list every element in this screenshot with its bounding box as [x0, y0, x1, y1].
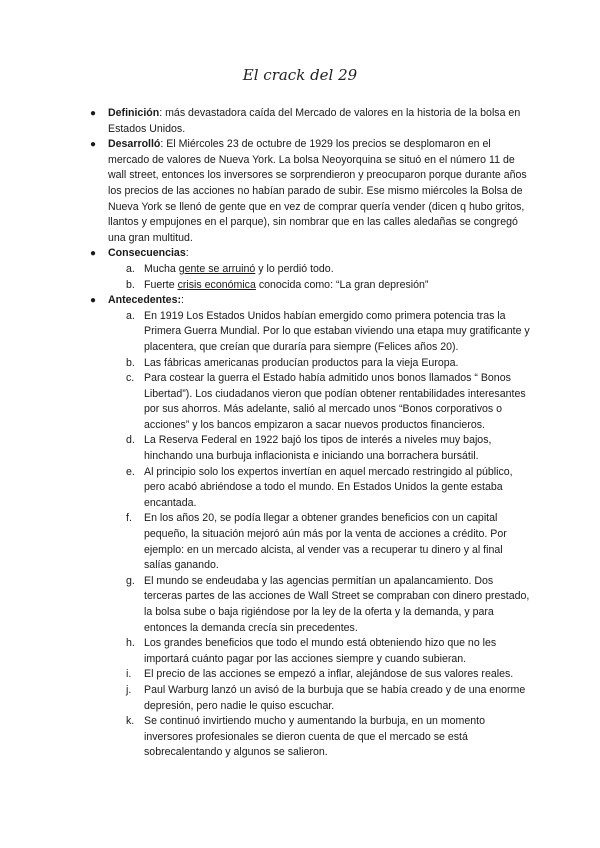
definicion-text: : más devastadora caída del Mercado de valores en la historia de la bolsa en Estados Unidos.: [108, 107, 521, 135]
list-marker: a.: [126, 309, 135, 322]
list-marker: e.: [126, 465, 135, 478]
consecuencias-list: [90, 262, 530, 293]
list-item: [90, 636, 530, 667]
bullet-icon: ●: [90, 295, 97, 307]
item-text: Para costear la guerra el Estado había admitido unos bonos llamados “ Bonos Libertad”). Los ciudadanos vieron que podían obtener rentabilidades interesantes por sus ahorros. Más adelante, salió al mercado unos “Bonos corporativos o acciones” y los bancos empizaron a sacar nuevos productos financieros.: [144, 372, 526, 431]
list-item: [90, 278, 530, 294]
list-item: [90, 667, 530, 683]
antecedentes-label: Antecedentes:: [108, 294, 181, 307]
desarrollo-label: Desarrolló: [108, 138, 161, 151]
list-marker: d.: [126, 434, 135, 447]
bullet-icon: ●: [90, 248, 97, 260]
item-text: El mundo se endeudaba y las agencias permitían un apalancamiento. Dos terceras partes de las acciones de Wall Street se compraban con dinero prestado, la bolsa sube o baja rigiéndose por la ley de la oferta y la demanda, y para entonces la demanda crecía sin precedentes.: [144, 574, 530, 634]
item-text: En los años 20, se podía llegar a obtener grandes beneficios con un capital pequeño, la situación mejoró aún más por la venta de acciones a crédito. Por ejemplo: en un mercado alcista, al vender vas a recuperar tu dinero y al final salías ganando.: [144, 512, 507, 572]
item-text: conocida como: “La gran depresión”: [255, 278, 429, 291]
list-item: [90, 511, 530, 573]
bullet-item-consecuencias: [90, 246, 530, 262]
list-marker: b.: [126, 356, 135, 369]
list-item: [90, 356, 530, 372]
list-marker: i.: [126, 668, 132, 681]
underlined-text: gente se arruinó: [178, 262, 256, 275]
bullet-item-antecedentes: [90, 293, 530, 309]
definicion-label: Definición: [108, 107, 160, 119]
list-item: [90, 371, 530, 433]
antecedentes-colon: :: [181, 294, 184, 307]
item-text: Los grandes beneficios que todo el mundo está obteniendo hizo que no les importará cuánto pagar por las acciones siempre y cuando subieran.: [144, 637, 497, 665]
item-text: Las fábricas americanas producían productos para la vieja Europa.: [144, 356, 459, 369]
list-item: [90, 574, 530, 636]
consecuencias-label: Consecuencias: [108, 247, 186, 260]
consecuencias-colon: :: [185, 247, 189, 260]
item-text: El precio de las acciones se empezó a inflar, alejándose de sus valores reales.: [144, 668, 514, 681]
list-marker: j.: [126, 683, 132, 696]
item-text: y lo perdió todo.: [255, 262, 334, 275]
list-marker: b.: [126, 278, 135, 291]
list-marker: a.: [126, 262, 135, 275]
list-marker: h.: [126, 637, 135, 650]
desarrollo-text: : El Miércoles 23 de octubre de 1929 los precios se desplomaron en el mercado de valores de Nueva York. La bolsa Neoyorquina se situó en el número 11 de wall street, entonces los inversores se sorprendieron y preocuparon porque durante años los precios de las acciones no habían parado de subir. Ese mismo miércoles la Bolsa de Nueva York se llenó de gente que en vez de comprar quería vender (dicen q hubo gritos, llantos y empujones en el parque), sin nombrar que en las calles aledañas se congregó una gran multitud.: [108, 138, 527, 244]
bullet-icon: ●: [90, 108, 97, 119]
item-text: La Reserva Federal en 1922 bajó los tipos de interés a niveles muy bajos, hinchando una burbuja inflacionista e iniciando una borrachera bursátil.: [144, 434, 492, 463]
list-marker: c.: [126, 372, 135, 385]
list-item: [90, 683, 530, 714]
list-item: [90, 714, 530, 761]
list-marker: f.: [126, 512, 132, 525]
document-title: El crack del 29: [242, 66, 358, 84]
list-marker: k.: [126, 715, 135, 728]
list-item: [90, 309, 530, 356]
item-text: En 1919 Los Estados Unidos habían emergido como primera potencia tras la Primera Guerra Mundial. Por lo que estaban viviendo una etapa muy gratificante y placentera, que creían que duraría para siempre (Felices años 20).: [144, 309, 530, 353]
list-item: [90, 465, 530, 512]
antecedentes-list: [90, 309, 530, 761]
item-text: Fuerte: [144, 278, 178, 291]
list-item: [90, 262, 530, 278]
document-body: [90, 106, 530, 761]
item-text: Paul Warburg lanzó un avisó de la burbuja que se había creado y de una enorme depresión, pero nadie le quiso escuchar.: [144, 683, 526, 712]
bullet-icon: ●: [90, 139, 97, 151]
list-item: [90, 433, 530, 464]
bullet-item-definicion: [90, 106, 530, 137]
list-marker: g.: [126, 574, 135, 587]
bullet-item-desarrollo: [90, 137, 530, 246]
item-text: Mucha: [144, 262, 179, 275]
item-text: Al principio solo los expertos invertían en aquel mercado restringido al público, pero acabó abriéndose a todo el mundo. En Estados Unidos la gente estaba encantada.: [144, 465, 513, 509]
item-text: Se continuó invirtiendo mucho y aumentando la burbuja, en un momento inversores profesionales se dieron cuenta de que el mercado se está sobrecalentando y algunos se salieron.: [144, 715, 485, 759]
underlined-text: crisis económica: [177, 278, 256, 291]
